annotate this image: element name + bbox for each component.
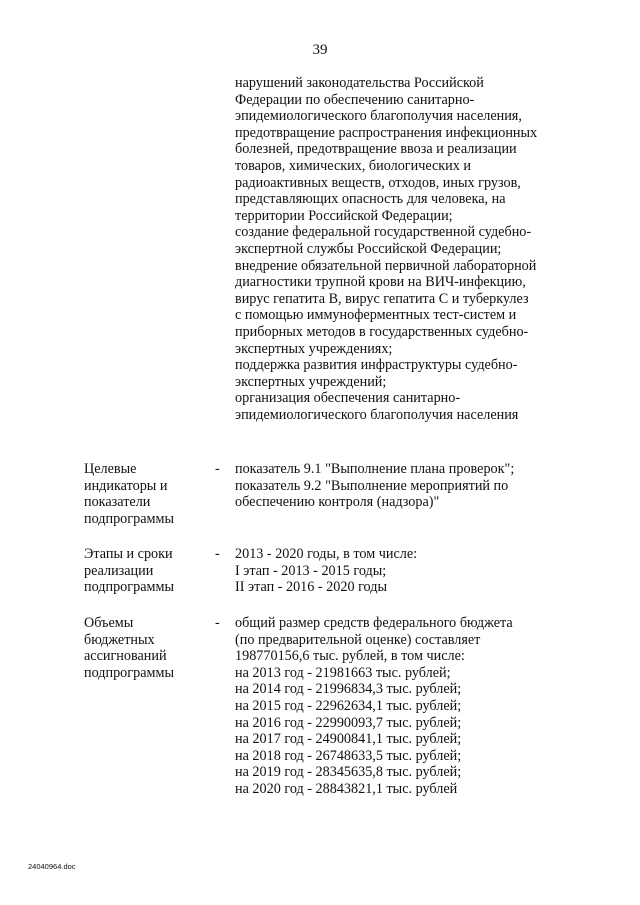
intro-line: представляющих опасность для человека, на <box>235 191 506 208</box>
label-line: Целевые <box>84 461 137 477</box>
intro-line: Федерации по обеспечению санитарно- <box>235 91 475 108</box>
intro-line: эпидемиологического благополучия населения <box>235 406 519 423</box>
intro-line: экспертных учреждениях; <box>235 340 393 357</box>
label-line: показатели <box>84 494 151 511</box>
value-line: показатель 9.1 "Выполнение плана проверок"; <box>235 461 515 477</box>
section-label <box>84 615 204 681</box>
value-line: на 2019 год - 28345635,8 тыс. рублей; <box>235 764 462 781</box>
label-line: бюджетных <box>84 631 155 648</box>
value-line: обеспечению контроля (надзора)" <box>235 494 440 511</box>
value-line: на 2015 год - 22962634,1 тыс. рублей; <box>235 697 462 714</box>
intro-line: нарушений законодательства Российской <box>235 75 484 91</box>
section-dash: - <box>215 461 220 477</box>
intro-line: организация обеспечения санитарно- <box>235 390 461 407</box>
intro-text-block <box>235 75 605 423</box>
label-line: Этапы и сроки <box>84 546 173 562</box>
label-line: ассигнований <box>84 648 167 665</box>
intro-line: внедрение обязательной первичной лабораторной <box>235 257 537 274</box>
label-line: Объемы <box>84 615 134 631</box>
intro-line: вирус гепатита В, вирус гепатита С и туберкулез <box>235 290 529 307</box>
intro-line: радиоактивных веществ, отходов, иных грузов, <box>235 174 521 191</box>
section-value <box>235 615 605 798</box>
intro-line: экспертных учреждений; <box>235 373 387 390</box>
intro-line: эпидемиологического благополучия населения, <box>235 108 522 125</box>
intro-line: диагностики трупной крови на ВИЧ-инфекцию, <box>235 274 526 291</box>
section-dash: - <box>215 615 220 631</box>
intro-line: с помощью иммуноферментных тест-систем и <box>235 307 517 324</box>
value-line: 198770156,6 тыс. рублей, в том числе: <box>235 648 465 665</box>
intro-line: поддержка развития инфраструктуры судебно- <box>235 357 518 374</box>
section-value <box>235 461 605 511</box>
value-line: на 2018 год - 26748633,5 тыс. рублей; <box>235 747 462 764</box>
intro-line: болезней, предотвращение ввоза и реализации <box>235 141 517 158</box>
footer-filename: 24040964.doc <box>28 862 76 871</box>
value-line: на 2016 год - 22990093,7 тыс. рублей; <box>235 714 462 731</box>
intro-line: товаров, химических, биологических и <box>235 157 472 174</box>
value-line: показатель 9.2 "Выполнение мероприятий по <box>235 477 509 494</box>
intro-line: экспертной службы Российской Федерации; <box>235 240 502 257</box>
value-line: II этап - 2016 - 2020 годы <box>235 579 387 596</box>
label-line: подпрограммы <box>84 579 174 596</box>
label-line: подпрограммы <box>84 510 174 527</box>
section-label <box>84 461 204 527</box>
value-line: на 2017 год - 24900841,1 тыс. рублей; <box>235 731 462 748</box>
section-label <box>84 546 204 596</box>
value-line: общий размер средств федерального бюджета <box>235 615 513 631</box>
intro-line: создание федеральной государственной судебно- <box>235 224 532 241</box>
value-line: I этап - 2013 - 2015 годы; <box>235 562 387 579</box>
intro-line: предотвращение распространения инфекционных <box>235 124 538 141</box>
value-line: (по предварительной оценке) составляет <box>235 631 481 648</box>
value-line: на 2014 год - 21996834,3 тыс. рублей; <box>235 681 462 698</box>
label-line: индикаторы и <box>84 477 168 494</box>
section-dash: - <box>215 546 220 562</box>
value-line: на 2013 год - 21981663 тыс. рублей; <box>235 664 451 681</box>
label-line: реализации <box>84 562 154 579</box>
value-line: на 2020 год - 28843821,1 тыс. рублей <box>235 780 458 797</box>
value-line: 2013 - 2020 годы, в том числе: <box>235 546 418 562</box>
page-number: 39 <box>312 42 328 58</box>
intro-line: территории Российской Федерации; <box>235 207 453 224</box>
intro-line: приборных методов в государственных судебно- <box>235 323 529 340</box>
section-value <box>235 546 605 596</box>
label-line: подпрограммы <box>84 664 174 681</box>
